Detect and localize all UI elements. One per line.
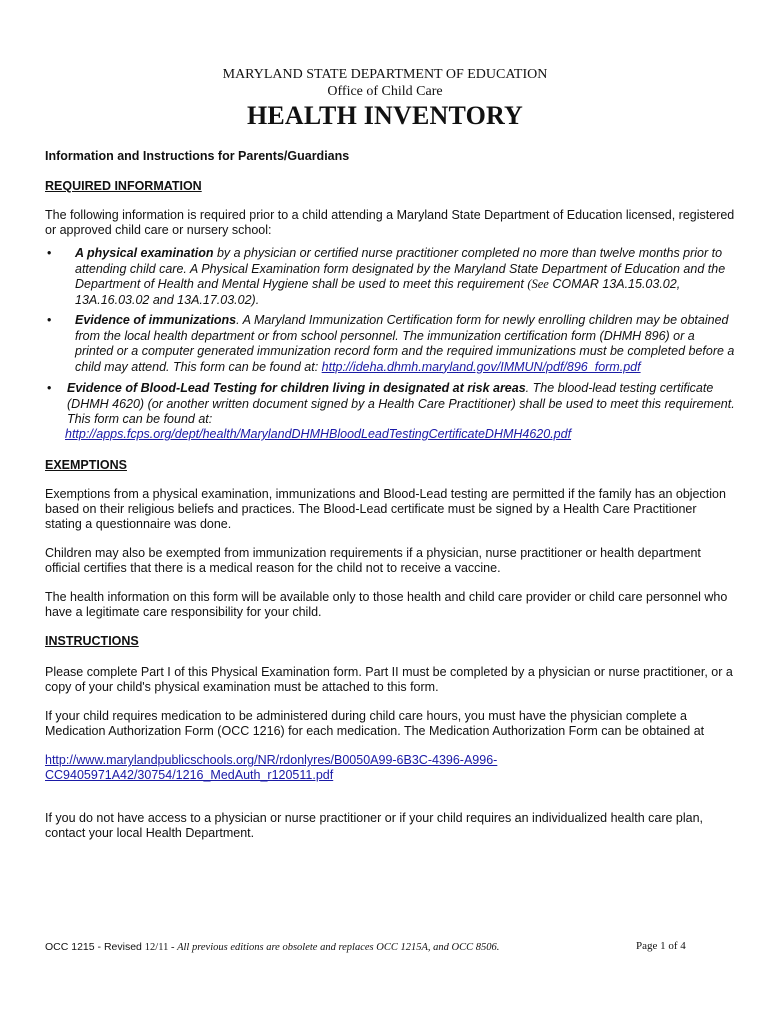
instructions-paragraph: Please complete Part I of this Physical Examination form. Part II must be completed by a physician or nurse practitioner, or a copy of your child's physical examination must be attached to this form.: [45, 665, 733, 694]
instructions-heading: INSTRUCTIONS: [45, 634, 139, 648]
bullet-marker: •: [47, 381, 52, 395]
office-name: Office of Child Care: [327, 84, 443, 99]
bullet-see: (See: [527, 277, 549, 291]
department-name: MARYLAND STATE DEPARTMENT OF EDUCATION: [222, 67, 548, 82]
bullet-tail: COMAR 13A.15.03.02, 13A.16.03.02 and 13A.17.03.02).: [75, 277, 681, 307]
bullet-body: by a physician or certified nurse practitioner completed no more than twelve months prior to attending child care. A Physical Examination form designated by the Maryland State Department of Education and the Department of Health and Mental Hygiene shall be used to meet this requirement: [75, 246, 726, 291]
exemptions-heading: EXEMPTIONS: [45, 458, 127, 472]
footer-form-id: [45, 941, 499, 953]
bullet-body: . A Maryland Immunization Certification form for newly enrolling children may be obtained from the local health department or from school personnel. The immunization certification form (DHMH 896) or a printed or a computer generated immunization record form and the required immunizations must be completed before a child may attend. This form can be found at:: [75, 313, 735, 374]
required-heading: REQUIRED INFORMATION: [45, 179, 202, 193]
bullet-body: . The blood-lead testing certificate (DHMH 4620) (or another written document signed by a Health Care Practitioner) shall be used to meet this requirement. This form can be found at:: [67, 381, 735, 426]
page-number: Page 1 of 4: [636, 940, 686, 952]
blood-lead-form-link[interactable]: http://apps.fcps.org/dept/health/MarylandDHMHBloodLeadTestingCertificateDHMH4620.pdf: [65, 427, 572, 441]
bullet-marker: •: [47, 246, 52, 260]
bullet-lead: A physical examination: [75, 246, 214, 260]
bullet-lead: Evidence of Blood-Lead Testing for children living in designated at risk areas: [67, 381, 526, 395]
exemptions-paragraph: Children may also be exempted from immunization requirements if a physician, nurse practitioner or health department official certifies that there is a medical reason for the child not to receive a vaccine.: [45, 546, 701, 575]
required-intro: The following information is required prior to a child attending a Maryland State Department of Education licensed, registered or approved child care or nursery school:: [45, 208, 735, 237]
medication-form-link-line1[interactable]: http://www.marylandpublicschools.org/NR/rdonlyres/B0050A99-6B3C-4396-A996-: [45, 753, 498, 767]
immunization-form-link[interactable]: http://ideha.dhmh.maryland.gov/IMMUN/pdf/896_form.pdf: [321, 359, 641, 374]
bullet-marker: •: [47, 313, 52, 327]
bullet-lead: Evidence of immunizations: [75, 313, 237, 327]
medication-form-link-line2[interactable]: CC9405971A42/30754/1216_MedAuth_r120511.pdf: [45, 768, 334, 782]
exemptions-paragraph: Exemptions from a physical examination, immunizations and Blood-Lead testing are permitted if the family has an objection based on their religious beliefs and practices. The Blood-Lead certificate must be signed by a Health Care Practitioner stating a questionnaire was done.: [45, 487, 726, 531]
page-title: HEALTH INVENTORY: [246, 101, 524, 130]
bullet-immunizations: [75, 313, 735, 375]
bullet-physical-exam: [75, 246, 735, 308]
exemptions-paragraph: The health information on this form will be available only to those health and child care provider or child care personnel who have a legitimate care responsibility for your child.: [45, 590, 728, 619]
footer-note: All previous editions are obsolete and replaces OCC 1215A, and OCC 8506.: [177, 942, 500, 953]
instructions-paragraph: If you do not have access to a physician or nurse practitioner or if your child requires an individualized health care plan, contact your local Health Department.: [45, 811, 704, 840]
bullet-blood-lead: [67, 381, 735, 428]
instructions-paragraph: If your child requires medication to be administered during child care hours, you must have the physician complete a Medication Authorization Form (OCC 1216) for each medication. The Medication Authorization Form can be obtained at: [45, 709, 705, 738]
subtitle: Information and Instructions for Parents/Guardians: [45, 149, 350, 163]
footer-form-number: OCC 1215 - Revised: [45, 941, 145, 953]
footer-revised: 12/11 -: [144, 942, 178, 953]
